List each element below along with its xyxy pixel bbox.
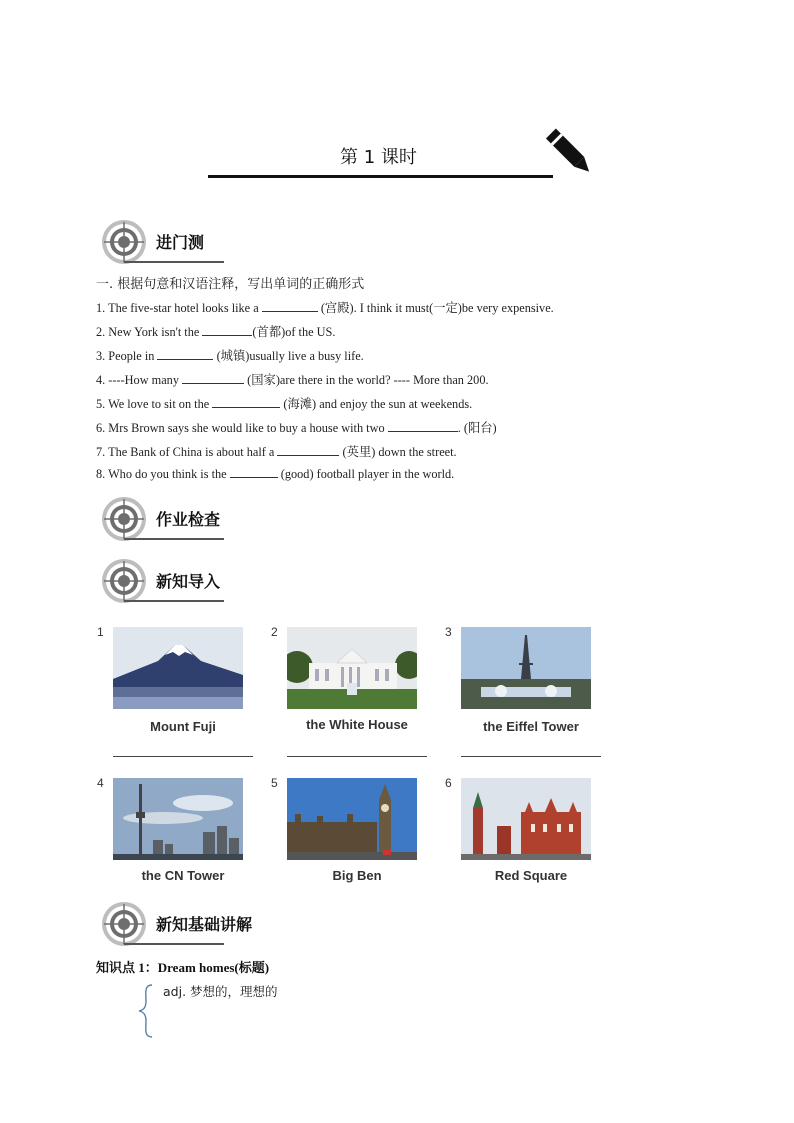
- section-header-homework-check: [100, 495, 230, 543]
- card-number: 4: [97, 776, 104, 790]
- section-header-new-knowledge-intro: [100, 557, 230, 605]
- question-1: 1. The five-star hotel looks like a (宫殿). I think it must(一定)be very expensive.: [96, 301, 554, 315]
- answer-blank[interactable]: [157, 348, 213, 360]
- question-8: 8. Who do you think is the (good) football player in the world.: [96, 467, 455, 481]
- section-title: 作业检查: [156, 510, 221, 529]
- answer-blank[interactable]: [212, 396, 280, 408]
- landmark-caption: the White House: [306, 717, 408, 732]
- answer-blank[interactable]: [277, 444, 339, 456]
- section-title: 进门测: [156, 233, 205, 252]
- card-number: 5: [271, 776, 278, 790]
- section-header-new-knowledge-basics: [100, 900, 253, 948]
- card-number: 2: [271, 625, 278, 639]
- target-icon: [100, 218, 148, 266]
- landmark-caption: Mount Fuji: [150, 719, 216, 734]
- section-underline: [124, 261, 224, 263]
- target-icon: [100, 495, 148, 543]
- answer-line[interactable]: [287, 756, 427, 757]
- knowledge-point-title: 知识点 1：Dream homes(标题): [96, 960, 270, 975]
- answer-blank[interactable]: [202, 324, 252, 336]
- question-4: 4. ----How many (国家)are there in the world? ---- More than 200.: [96, 373, 489, 387]
- section-underline: [124, 943, 224, 945]
- target-icon: [100, 557, 148, 605]
- title-underline: [208, 175, 553, 178]
- question-2: 2. New York isn't the (首都)of the US.: [96, 325, 336, 339]
- landmark-caption: the CN Tower: [141, 868, 225, 883]
- definition-text: adj. 梦想的，理想的: [163, 984, 278, 999]
- section-header-entry-test: [100, 218, 230, 266]
- answer-line[interactable]: [461, 756, 601, 757]
- section-underline: [124, 600, 224, 602]
- question-7: 7. The Bank of China is about half a (英里) down the street.: [96, 445, 457, 459]
- brace-icon: [136, 983, 156, 1039]
- question-5: 5. We love to sit on the (海滩) and enjoy the sun at weekends.: [96, 397, 473, 411]
- page-title: 第 1 课时: [340, 147, 417, 168]
- section-title: 新知导入: [156, 572, 221, 591]
- white-house-photo: [287, 627, 417, 709]
- card-number: 1: [97, 625, 104, 639]
- target-icon: [100, 900, 148, 948]
- red-square-photo: [461, 778, 591, 860]
- question-6: 6. Mrs Brown says she would like to buy a house with two . (阳台): [96, 421, 497, 435]
- answer-blank[interactable]: [262, 300, 318, 312]
- landmark-caption: Big Ben: [332, 868, 382, 883]
- exercise-heading: 一. 根据句意和汉语注释，写出单词的正确形式: [96, 277, 365, 292]
- question-3: 3. People in (城镇)usually live a busy life.: [96, 349, 364, 363]
- card-number: 3: [445, 625, 452, 639]
- eiffel-tower-photo: [461, 627, 591, 709]
- answer-blank[interactable]: [388, 420, 458, 432]
- cn-tower-photo: [113, 778, 243, 860]
- mount-fuji-photo: [113, 627, 243, 709]
- card-number: 6: [445, 776, 452, 790]
- big-ben-photo: [287, 778, 417, 860]
- pencil-icon: [545, 128, 595, 180]
- answer-blank[interactable]: [230, 466, 278, 478]
- landmark-caption: the Eiffel Tower: [483, 719, 579, 734]
- answer-blank[interactable]: [182, 372, 244, 384]
- section-underline: [124, 538, 224, 540]
- section-title: 新知基础讲解: [156, 915, 253, 934]
- answer-line[interactable]: [113, 756, 253, 757]
- landmark-caption: Red Square: [494, 868, 568, 883]
